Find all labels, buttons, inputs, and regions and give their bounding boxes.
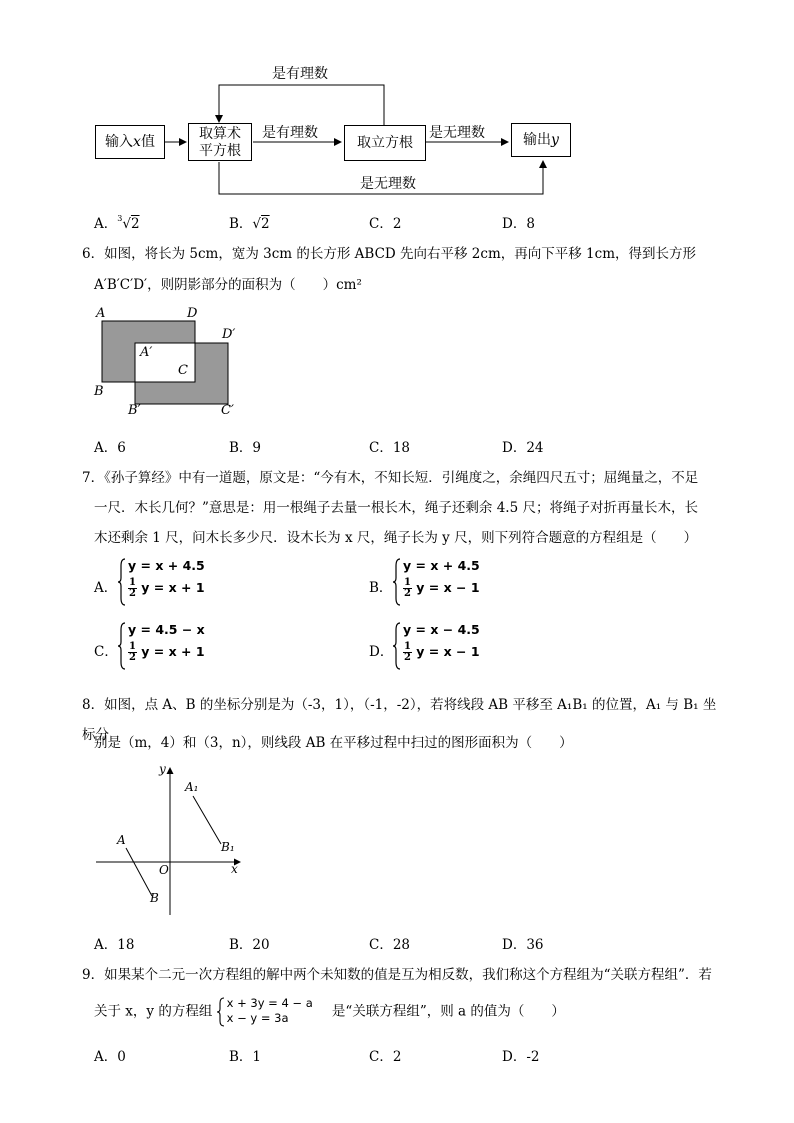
q8-label-B: B [150, 891, 159, 905]
output-box [511, 123, 571, 157]
segment-AB [126, 848, 152, 896]
q9-line2 [94, 997, 565, 1027]
sqrt-box-line2: 平方根 [199, 143, 241, 159]
q6-option-d[interactable]: D．24 [502, 440, 544, 456]
q6-label-Cp: C′ [221, 403, 234, 418]
q5-option-a[interactable] [94, 212, 140, 232]
q6-option-a[interactable]: A．6 [94, 440, 126, 456]
q8-option-c[interactable]: C．28 [369, 937, 411, 953]
output-box-text: 输出 [523, 132, 552, 148]
q8-label-A1: A₁ [185, 780, 199, 794]
q7-line3: 木还剩余 1 尺，问木长多少尺．设木长为 x 尺，绳子长为 y 尺，则下列符合题意的方程组是（ ） [94, 530, 698, 546]
q5-cbrt-index: 3 [117, 214, 123, 223]
q7-option-c-eq2: $\frac{1}{2}$ y = x + 1 [129, 641, 205, 663]
brace-icon [393, 622, 401, 670]
q9-option-b[interactable]: B．1 [229, 1049, 262, 1065]
q6-label-A: A [96, 306, 106, 321]
q9-line1: 9．如果某个二元一次方程组的解中两个未知数的值是互为相反数，我们称这个方程组为“关联方程组”．若 [82, 967, 712, 983]
q7-option-d-label: D． [369, 644, 394, 660]
input-suffix: 值 [140, 134, 155, 150]
q9-line2-pre: 关于 x，y 的方程组 [94, 1003, 213, 1020]
flow-top-label: 是有理数 [272, 66, 328, 82]
flow-mid-label-2: 是无理数 [429, 125, 485, 141]
input-box [95, 125, 165, 159]
q7-option-b-label: B． [369, 580, 393, 596]
fraction-half: $\frac{1}{2}$ [404, 641, 411, 663]
brace-icon [393, 558, 401, 606]
q9-equation-system [217, 997, 328, 1027]
q7-option-b-eq2: $\frac{1}{2}$ y = x − 1 [404, 577, 480, 599]
q8-option-b[interactable]: B．20 [229, 937, 270, 953]
q9-eq1: x + 3y = 4 − a [226, 996, 313, 1010]
q5-option-c-value: 2 [392, 216, 402, 232]
q7-option-d-eq1: y = x − 4.5 [403, 622, 480, 637]
sqrt-box [188, 123, 252, 161]
brace-icon [118, 622, 126, 670]
q7-option-d-eq2: $\frac{1}{2}$ y = x − 1 [404, 641, 480, 663]
fraction-half: $\frac{1}{2}$ [404, 577, 411, 599]
q6-line2: A′B′C′D′，则阴影部分的面积为（ ）cm² [94, 277, 362, 293]
input-var: x [133, 134, 141, 150]
q5-option-d[interactable] [502, 212, 535, 232]
sqrt-icon: √ [252, 216, 262, 232]
q5-option-b-label: B． [229, 216, 253, 232]
q6-label-Bp: B′ [128, 403, 141, 418]
fraction-half: $\frac{1}{2}$ [129, 641, 136, 663]
fraction-half: $\frac{1}{2}$ [129, 577, 136, 599]
q5-option-c-label: C． [369, 216, 393, 232]
segment-A1B1 [193, 796, 221, 844]
q9-line2-post: 是“关联方程组”，则 a 的值为（ ） [331, 1003, 565, 1020]
q8-label-O: O [159, 863, 169, 877]
q5-option-b-radicand: 2 [261, 216, 270, 232]
q8-option-d[interactable]: D．36 [502, 937, 544, 953]
q6-option-b[interactable]: B．9 [229, 440, 262, 456]
q7-line1: 7．《孙子算经》中有一道题，原文是：“今有木，不知长短．引绳度之，余绳四尺五寸；屈绳量之，不足 [82, 470, 699, 486]
q8-label-y: y [159, 762, 166, 776]
q5-option-d-value: 8 [526, 216, 535, 232]
brace-icon [217, 997, 225, 1027]
q6-line1: 6．如图，将长为 5cm，宽为 3cm 的长方形 ABCD 先向右平移 2cm，再向下平移 1cm，得到长方形 [82, 246, 697, 262]
q5-option-a-label: A． [94, 216, 118, 232]
q5-option-c[interactable] [369, 212, 401, 232]
q7-option-a-label: A． [94, 580, 118, 596]
q7-option-a-eq1: y = x + 4.5 [128, 558, 205, 573]
q6-label-B: B [94, 384, 104, 399]
q9-option-a[interactable]: A．0 [94, 1049, 126, 1065]
input-box-text: 输入 [105, 134, 134, 150]
q8-line1: 8．如图，点 A、B 的坐标分别是为（-3，1），（-1，-2），若将线段 AB 平移至 A₁B₁ 的位置，A₁ 与 B₁ 坐标分 [82, 697, 717, 743]
q6-label-Dp: D′ [222, 327, 236, 342]
q7-option-b-eq1: y = x + 4.5 [403, 558, 480, 573]
q9-eq2: x − y = 3a [226, 1011, 289, 1025]
flow-mid-label-1: 是有理数 [262, 125, 318, 141]
q8-line2: 别是（m，4）和（3，n），则线段 AB 在平移过程中扫过的图形面积为（ ） [94, 735, 573, 751]
q7-option-a-eq2: $\frac{1}{2}$ y = x + 1 [129, 577, 205, 599]
brace-icon [118, 558, 126, 606]
q6-option-c[interactable]: C．18 [369, 440, 411, 456]
q6-label-D: D [187, 306, 198, 321]
q5-option-a-radicand: 2 [130, 216, 140, 232]
q7-option-c-label: C． [94, 644, 118, 660]
q8-label-x: x [231, 862, 238, 876]
q6-label-C: C [178, 363, 188, 378]
q8-label-B1: B₁ [221, 840, 235, 854]
q8-label-A: A [117, 833, 126, 847]
q5-option-d-label: D． [502, 216, 527, 232]
q5-option-b[interactable] [229, 212, 270, 232]
sqrt-icon: √ [122, 216, 131, 232]
q9-option-c[interactable]: C．2 [369, 1049, 402, 1065]
flowchart-arrows [0, 0, 794, 200]
q8-option-a[interactable]: A．18 [94, 937, 135, 953]
sqrt-box-line1: 取算术 [199, 126, 241, 142]
flow-bottom-label: 是无理数 [360, 176, 416, 192]
q9-option-d[interactable]: D．-2 [502, 1049, 540, 1065]
q7-line2: 一尺．木长几何？”意思是：用一根绳子去量一根长木，绳子还剩余 4.5 尺；将绳子对折再量长木，长 [94, 500, 698, 516]
output-var: y [551, 132, 559, 148]
q6-label-Ap: A′ [140, 345, 153, 360]
cbrt-box: 取立方根 [344, 125, 426, 161]
q7-option-c-eq1: y = 4.5 − x [128, 622, 205, 637]
